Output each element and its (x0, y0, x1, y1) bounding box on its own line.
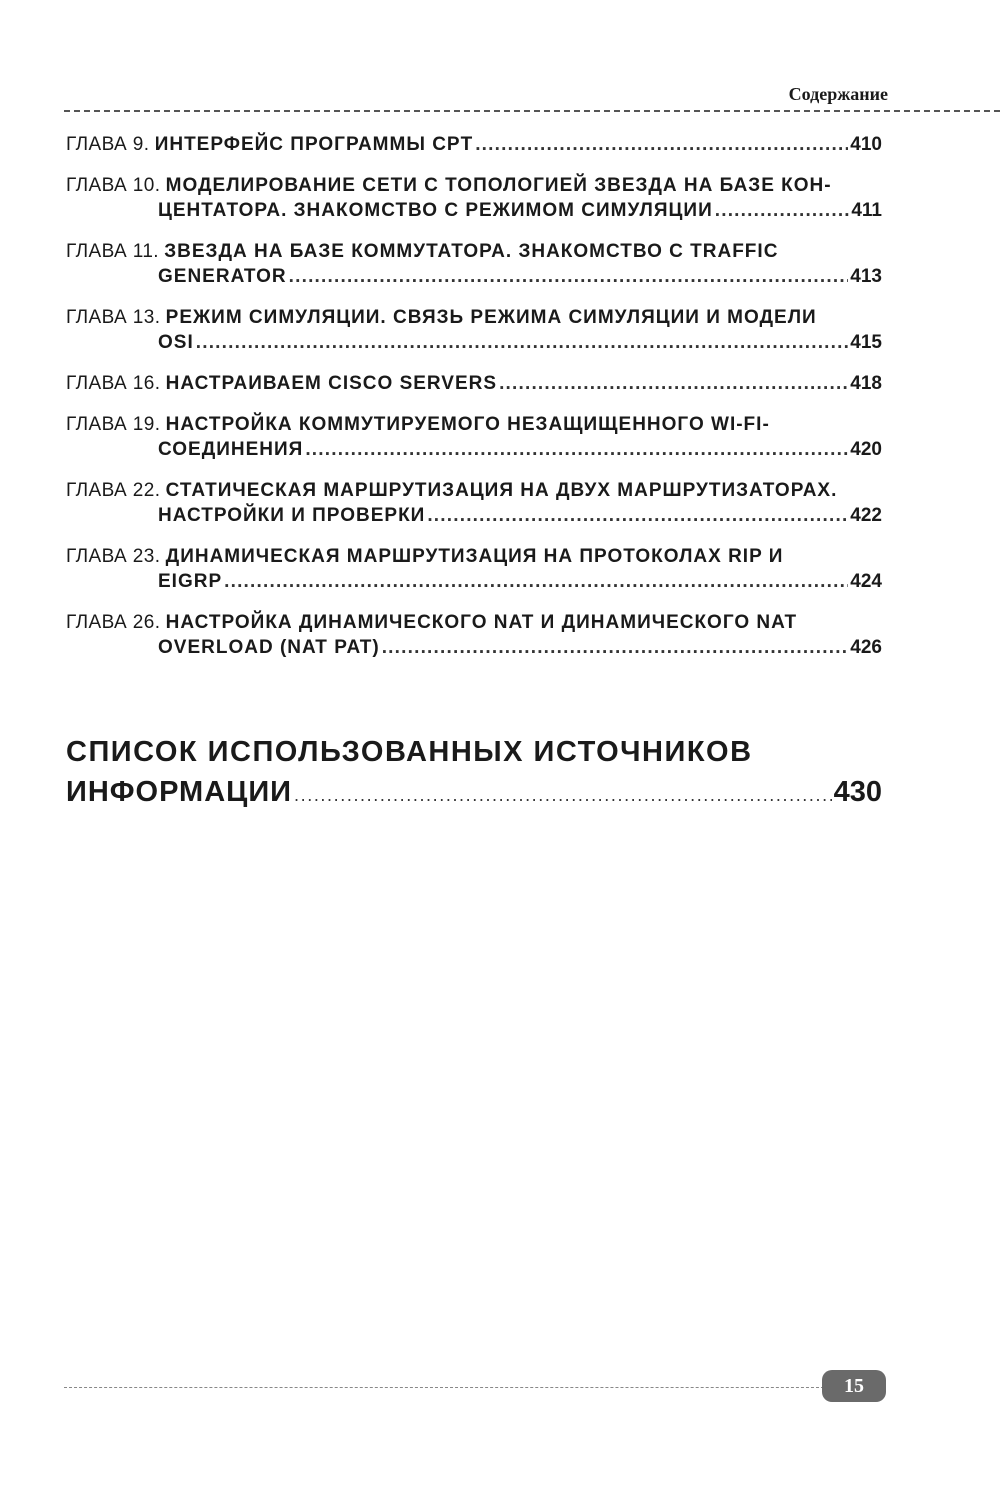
toc-entry-title: НАСТРОЙКА КОММУТИРУЕМОГО НЕЗАЩИЩЕННОГО WI-FI- (165, 414, 770, 435)
dot-leader (294, 775, 832, 815)
toc-entry-page: 410 (850, 134, 882, 155)
bibliography-title-continued: ИНФОРМАЦИИ (66, 776, 293, 808)
toc-entry-title: СТАТИЧЕСКАЯ МАРШРУТИЗАЦИЯ НА ДВУХ МАРШРУТИЗАТОРАХ. (165, 480, 838, 501)
toc-entry-title-continued: OVERLOAD (NAT PAT) (158, 637, 380, 658)
toc-entry-page: 424 (850, 571, 882, 592)
dot-leader (305, 437, 848, 462)
dot-leader (499, 371, 848, 396)
page-number-badge: 15 (822, 1370, 886, 1402)
toc-entry-page: 415 (850, 332, 882, 353)
toc-entry-chapter-9[interactable] (66, 132, 882, 157)
toc-entry-page: 426 (850, 637, 882, 658)
toc-entry-title-continued: СОЕДИНЕНИЯ (158, 439, 304, 460)
toc-entry-title-continued: ЦЕНТАТОРА. ЗНАКОМСТВО С РЕЖИМОМ СИМУЛЯЦИИ (158, 200, 713, 221)
footer-divider (64, 1387, 824, 1388)
toc-entry-chapter-22[interactable] (66, 478, 882, 528)
header-divider (64, 110, 1000, 112)
toc-entry-title: РЕЖИМ СИМУЛЯЦИИ. СВЯЗЬ РЕЖИМА СИМУЛЯЦИИ И МОДЕЛИ (165, 307, 817, 328)
dot-leader (382, 635, 849, 660)
toc-entry-title-continued: GENERATOR (158, 266, 287, 287)
toc-entry-title: МОДЕЛИРОВАНИЕ СЕТИ С ТОПОЛОГИЕЙ ЗВЕЗДА НА БАЗЕ КОН- (165, 175, 832, 196)
toc-entry-page: 411 (851, 200, 882, 221)
toc-entry-title-continued: EIGRP (158, 571, 223, 592)
toc-entry-title: ДИНАМИЧЕСКАЯ МАРШРУТИЗАЦИЯ НА ПРОТОКОЛАХ RIP И (165, 546, 784, 567)
toc-entry-prefix: ГЛАВА 10. (66, 175, 161, 196)
toc-entry-chapter-26[interactable] (66, 610, 882, 660)
toc-entry-prefix: ГЛАВА 13. (66, 307, 161, 328)
dot-leader (289, 264, 849, 289)
toc-entry-page: 413 (850, 266, 882, 287)
toc-entry-prefix: ГЛАВА 23. (66, 546, 161, 567)
bibliography-page: 430 (833, 776, 882, 808)
table-of-contents (66, 132, 882, 676)
toc-entry-chapter-19[interactable] (66, 412, 882, 462)
toc-entry-title: ЗВЕЗДА НА БАЗЕ КОММУТАТОРА. ЗНАКОМСТВО С TRAFFIC (164, 241, 779, 262)
toc-entry-prefix: ГЛАВА 26. (66, 612, 161, 633)
toc-entry-title: ИНТЕРФЕЙС ПРОГРАММЫ CPT (154, 134, 474, 155)
toc-entry-page: 420 (850, 439, 882, 460)
toc-entry-page: 418 (850, 373, 882, 394)
toc-entry-prefix: ГЛАВА 11. (66, 241, 159, 262)
toc-entry-chapter-23[interactable] (66, 544, 882, 594)
toc-entry-prefix: ГЛАВА 16. (66, 373, 161, 394)
toc-entry-chapter-13[interactable] (66, 305, 882, 355)
dot-leader (475, 132, 848, 157)
toc-entry-title: НАСТРОЙКА ДИНАМИЧЕСКОГО NAT И ДИНАМИЧЕСКОГО NAT (165, 612, 798, 633)
toc-entry-title: НАСТРАИВАЕМ CISCO SERVERS (165, 373, 498, 394)
toc-entry-chapter-10[interactable] (66, 173, 882, 223)
toc-entry-chapter-11[interactable] (66, 239, 882, 289)
dot-leader (427, 503, 848, 528)
dot-leader (196, 330, 849, 355)
toc-entry-prefix: ГЛАВА 19. (66, 414, 161, 435)
toc-entry-title-continued: OSI (158, 332, 194, 353)
dot-leader (224, 569, 848, 594)
toc-entry-prefix: ГЛАВА 22. (66, 480, 161, 501)
toc-entry-title-continued: НАСТРОЙКИ И ПРОВЕРКИ (158, 505, 426, 526)
running-header-title: Содержание (788, 84, 888, 104)
bibliography-title: СПИСОК ИСПОЛЬЗОВАННЫХ ИСТОЧНИКОВ (66, 736, 753, 768)
toc-entry-bibliography[interactable] (66, 732, 882, 815)
toc-entry-page: 422 (850, 505, 882, 526)
dot-leader (715, 198, 850, 223)
toc-entry-prefix: ГЛАВА 9. (66, 134, 150, 155)
toc-entry-chapter-16[interactable] (66, 371, 882, 396)
